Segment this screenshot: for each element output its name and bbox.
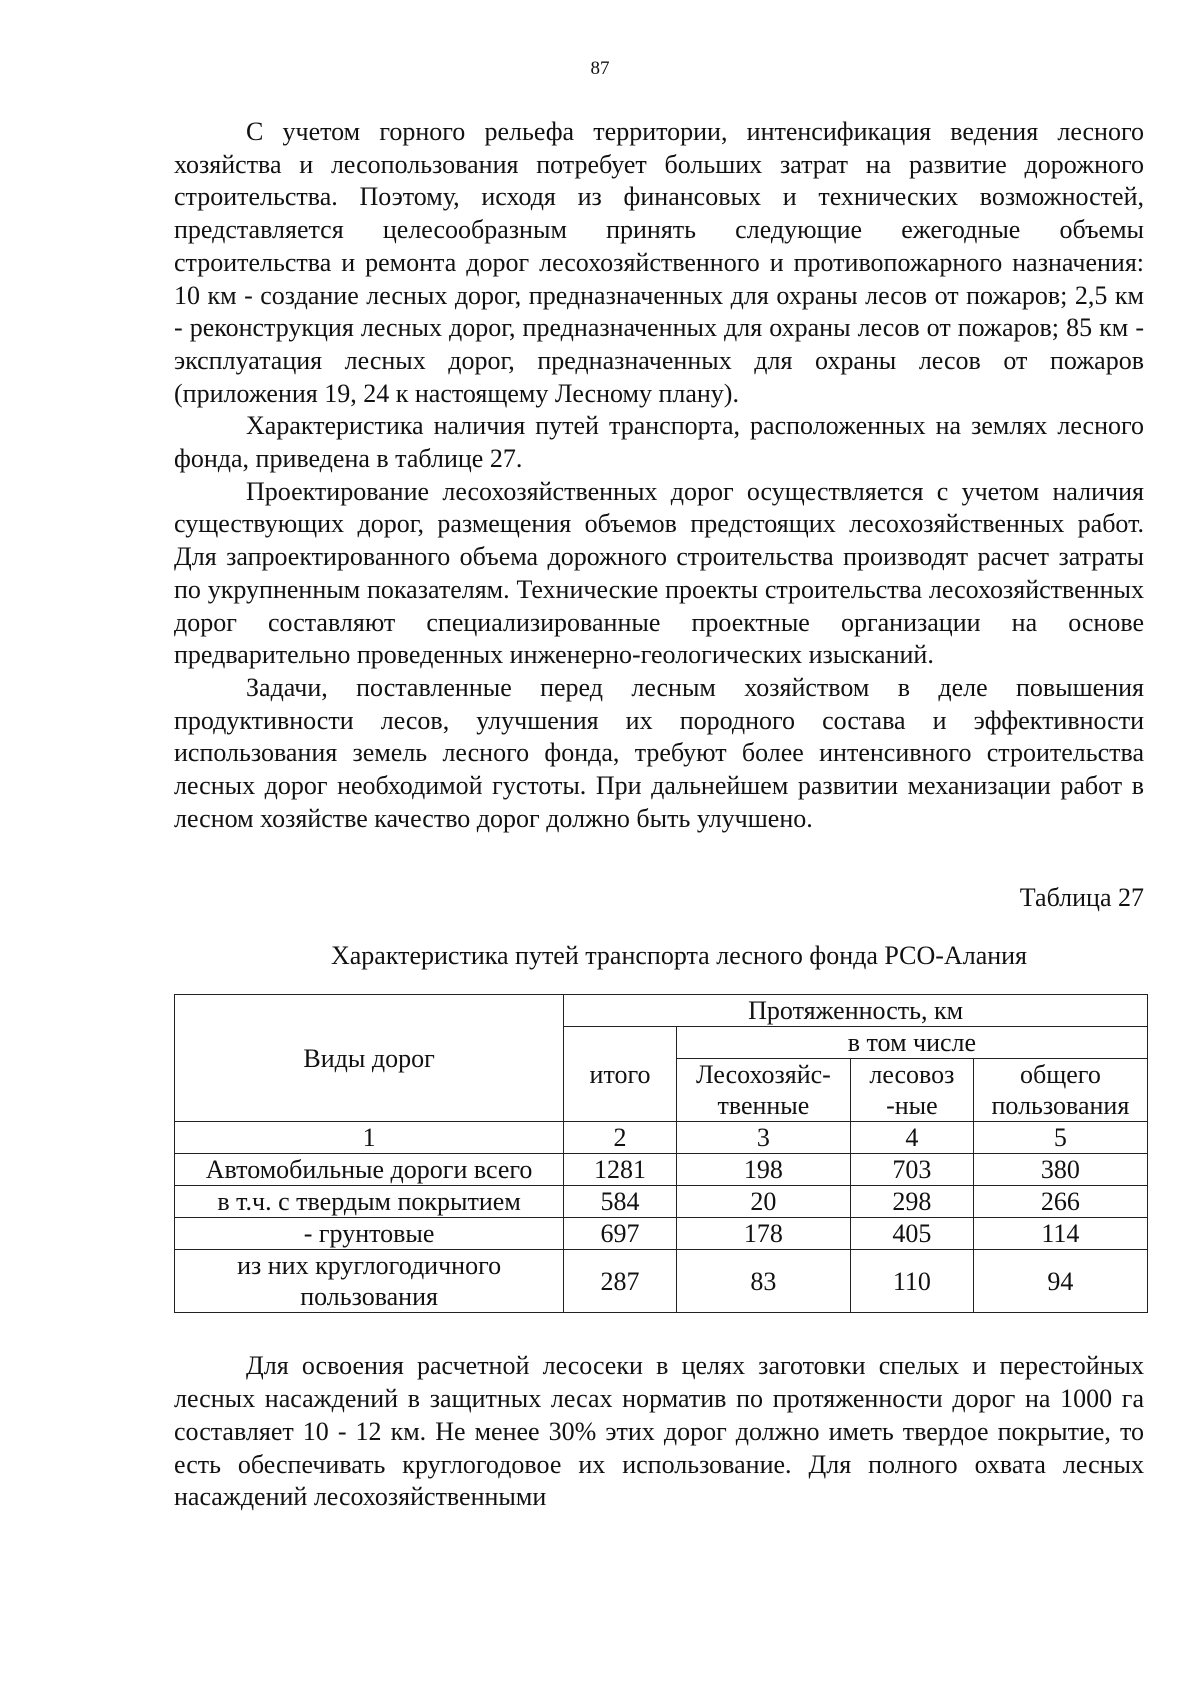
column-number: 2 xyxy=(564,1122,677,1154)
paragraph-road-construction: С учетом горного рельефа территории, интенсификация ведения лесного хозяйства и лесопользования потребует больших затрат на развитие дорожного строительства. Поэтому, исходя из финансовых и технических возможностей, представляется целесообразным принять следующие ежегодные объемы строительства и ремонта дорог лесохозяйственного и противопожарного назначения: 10 км - создание лесных дорог, предназначенных для охраны лесов от пожаров; 2,5 км - реконструкция лесных дорог, предназначенных для охраны лесов от пожаров; 85 км - эксплуатация лесных дорог, предназначенных для охраны лесов от пожаров (приложения 19, 24 к настоящему Лесному плану). xyxy=(174,117,1144,408)
cell-logging: 298 xyxy=(850,1186,973,1218)
cell-public: 114 xyxy=(973,1218,1147,1250)
cell-total: 1281 xyxy=(564,1154,677,1186)
roads-table xyxy=(174,994,1148,1313)
paragraph-road-design: Проектирование лесохозяйственных дорог осуществляется с учетом наличия существующих дорог, размещения объемов предстоящих лесохозяйственных работ. Для запроектированного объема дорожного строительства производят расчет затраты по укрупненным показателям. Технические проекты строительства лесохозяйственных дорог составляют специализированные проектные организации на основе предварительно проведенных инженерно-геологических изысканий. xyxy=(174,476,1144,670)
cell-forestry: 178 xyxy=(676,1218,850,1250)
table-row xyxy=(175,1154,1148,1186)
cell-logging: 703 xyxy=(850,1154,973,1186)
header-length: Протяженность, км xyxy=(564,995,1148,1027)
row-name xyxy=(175,1250,564,1313)
header-logging-line-1: лесовоз xyxy=(869,1060,955,1090)
paragraph-road-norms: Для освоения расчетной лесосеки в целях заготовки спелых и перестойных лесных насаждений в защитных лесах норматив по протяженности дорог на 1000 га составляет 10 - 12 км. Не менее 30% этих дорог должно иметь твердое покрытие, то есть обеспечивать круглогодовое их использование. Для полного охвата лесных насаждений лесохозяйственными xyxy=(174,1351,1144,1512)
header-including: в том числе xyxy=(676,1027,1147,1059)
header-logging-line-2: -ные xyxy=(886,1091,938,1121)
row-name-line-2: пользования xyxy=(300,1282,438,1312)
header-road-types: Виды дорог xyxy=(175,995,564,1122)
page-number: 87 xyxy=(590,58,610,79)
page-content xyxy=(174,116,1144,1514)
row-name: в т.ч. с твердым покрытием xyxy=(175,1186,564,1218)
table-title: Характеристика путей транспорта лесного фонда РСО-Алания xyxy=(330,941,1028,971)
table-row xyxy=(175,1218,1148,1250)
cell-total: 697 xyxy=(564,1218,677,1250)
cell-logging: 110 xyxy=(850,1250,973,1313)
cell-public: 380 xyxy=(973,1154,1147,1186)
table-header-row xyxy=(175,995,1148,1027)
row-name: - грунтовые xyxy=(175,1218,564,1250)
row-name: Автомобильные дороги всего xyxy=(175,1154,564,1186)
paragraph-tasks: Задачи, поставленные перед лесным хозяйством в деле повышения продуктивности лесов, улучшения их породного состава и эффективности использования земель лесного фонда, требуют более интенсивного строительства лесных дорог необходимой густоты. При дальнейшем развитии механизации работ в лесном хозяйстве качество дорог должно быть улучшено. xyxy=(174,672,1144,833)
table-label: Таблица 27 xyxy=(1019,883,1144,913)
header-logging xyxy=(850,1059,973,1122)
cell-public: 94 xyxy=(973,1250,1147,1313)
header-public-line-2: пользования xyxy=(991,1091,1130,1121)
cell-forestry: 20 xyxy=(676,1186,850,1218)
cell-forestry: 198 xyxy=(676,1154,850,1186)
column-number: 1 xyxy=(175,1122,564,1154)
column-number: 5 xyxy=(973,1122,1147,1154)
header-forestry xyxy=(676,1059,850,1122)
cell-forestry: 83 xyxy=(676,1250,850,1313)
header-forestry-line-1: Лесохозяйс- xyxy=(695,1060,831,1090)
table-row xyxy=(175,1186,1148,1218)
cell-public: 266 xyxy=(973,1186,1147,1218)
header-total: итого xyxy=(564,1027,677,1122)
column-number-row xyxy=(175,1122,1148,1154)
cell-total: 287 xyxy=(564,1250,677,1313)
header-public-line-1: общего xyxy=(1020,1060,1101,1090)
cell-logging: 405 xyxy=(850,1218,973,1250)
table-row xyxy=(175,1250,1148,1313)
cell-total: 584 xyxy=(564,1186,677,1218)
row-name-line-1: из них круглогодичного xyxy=(237,1251,502,1281)
header-public xyxy=(973,1059,1147,1122)
paragraph-table-reference: Характеристика наличия путей транспорта, расположенных на землях лесного фонда, приведена в таблице 27. xyxy=(174,411,1144,474)
column-number: 4 xyxy=(850,1122,973,1154)
column-number: 3 xyxy=(676,1122,850,1154)
header-forestry-line-2: твенные xyxy=(717,1091,810,1121)
